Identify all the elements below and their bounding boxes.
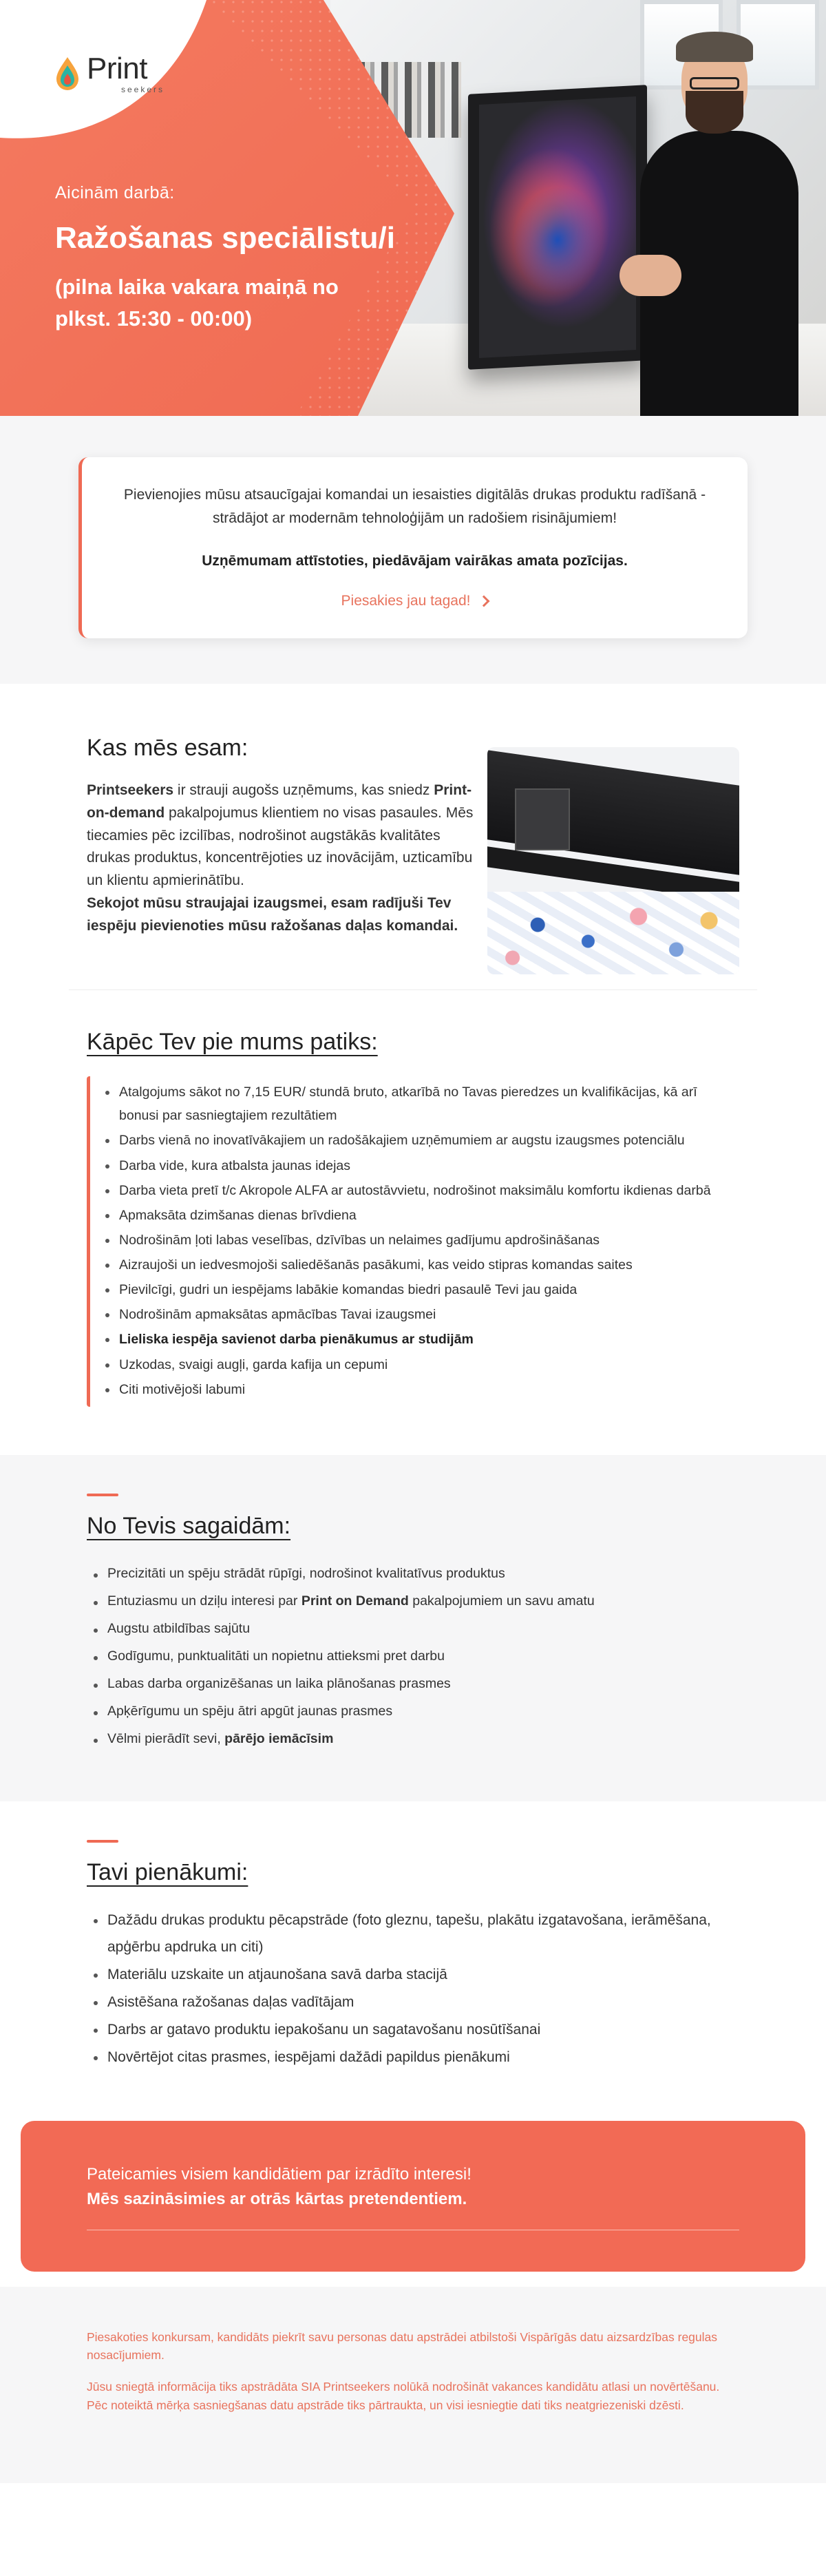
list-item: Apmaksāta dzimšanas dienas brīvdiena: [105, 1204, 739, 1227]
list-item: Godīgumu, punktualitāti un nopietnu attieksmi pret darbu: [94, 1643, 739, 1671]
about-section: [0, 684, 826, 990]
list-item: Asistēšana ražošanas daļas vadītājam: [94, 1989, 739, 2016]
intro-card: [78, 457, 748, 638]
list-item: [94, 1588, 739, 1615]
list-item: Lieliska iespēja savienot darba pienākumus ar studijām: [105, 1328, 739, 1351]
job-title: Ražošanas speciālistu/i: [55, 221, 395, 255]
about-body: [87, 779, 479, 937]
chevron-right-icon: [478, 596, 490, 607]
benefits-title: Kāpēc Tev pie mums patiks:: [87, 1029, 378, 1056]
accent-divider: [87, 1494, 118, 1496]
about-title: Kas mēs esam:: [87, 735, 248, 762]
hero-text: [55, 183, 413, 335]
list-item: Labas darba organizēšanas un laika plānošanas prasmes: [94, 1671, 739, 1698]
drop-logo-icon: [54, 56, 81, 92]
requirements-list: [87, 1560, 739, 1753]
company-name: Printseekers: [87, 782, 174, 799]
list-item: Darbs ar gatavo produktu iepakošanu un sagatavošanu nosūtīšanai: [94, 2016, 739, 2044]
hero-kicker: Aicinām darbā:: [55, 183, 175, 202]
about-highlight: [87, 892, 479, 938]
list-item: Uzkodas, svaigi augļi, garda kafija un cepumi: [105, 1353, 739, 1376]
service-name: Print-on-demand: [87, 782, 472, 821]
accent-divider: [87, 1840, 118, 1843]
list-item: Nodrošinām ļoti labas veselības, dzīvības un nelaimes gadījumu apdrošināšanas: [105, 1228, 739, 1252]
req-bold: pārējo iemācīsim: [224, 1730, 334, 1746]
thanks-banner: [21, 2121, 805, 2272]
about-highlight-text: Sekojot mūsu straujajai izaugsmei, esam radījuši Tev iespēju pievienoties mūsu ražošanas daļas komandai.: [87, 894, 458, 934]
list-item: Darba vieta pretī t/c Akropole ALFA ar autostāvvietu, nodrošinot maksimālu komfortu ikdienas darbā: [105, 1179, 739, 1202]
list-item: [94, 1726, 739, 1753]
list-item: Aizraujoši un iedvesmojoši saliedēšanās pasākumi, kas veido stipras komandas saites: [105, 1253, 739, 1277]
benefits-section: [0, 990, 826, 1455]
list-item: Augstu atbildības sajūtu: [94, 1615, 739, 1643]
apply-now-label: Piesakies jau tagad!: [341, 593, 471, 609]
list-item: Nodrošinām apmaksātas apmācības Tavai izaugsmei: [105, 1303, 739, 1326]
requirements-title: No Tevis sagaidām:: [87, 1512, 291, 1539]
privacy-notice: Jūsu sniegtā informācija tiks apstrādāta SIA Printseekers nolūkā nodrošināt vakances kandidātu atlasi un novērtēšanu. Pēc noteiktā mērķa sasniegšanas datu apstrāde tiks pārtraukta, un visi iesniegtie dati tiks neatgriezeniski dzēsti.: [87, 2380, 720, 2412]
list-item: Precizitāti un spēju strādāt rūpīgi, nodrošinot kvalitatīvus produktus: [94, 1560, 739, 1588]
contact-notice: Mēs sazināsimies ar otrās kārtas pretendentiem.: [87, 2187, 739, 2230]
list-item: Darba vide, kura atbalsta jaunas idejas: [105, 1154, 739, 1177]
duties-list: [87, 1907, 739, 2071]
list-item: Darbs vienā no inovatīvākajiem un radošākajiem uzņēmumiem ar augstu izaugsmes potenciālu: [105, 1129, 739, 1152]
req-text-tail: pakalpojumiem un savu amatu: [408, 1593, 595, 1609]
printseekers-logo[interactable]: [54, 54, 165, 94]
thanks-section: [0, 2108, 826, 2287]
list-item: Materiālu uzskaite un atjaunošana savā darba stacijā: [94, 1961, 739, 1989]
intro-text: Pievienojies mūsu atsaucīgajai komandai un iesaisties digitālās drukas produktu radīšanā - strādājot ar modernām tehnoloģijām un radošiem risinājumiem!: [123, 487, 706, 526]
printer-photo: [487, 747, 739, 974]
benefits-list: [87, 1076, 739, 1407]
about-text-a: ir strauji augošs uzņēmums, kas sniedz: [173, 782, 434, 799]
apply-now-link[interactable]: [341, 593, 489, 609]
shift-line-1: (pilna laika vakara maiņā no: [55, 274, 339, 299]
intro-section: [0, 416, 826, 684]
logo-sub: seekers: [121, 85, 165, 94]
requirements-section: [0, 1455, 826, 1801]
list-item: Atalgojums sākot no 7,15 EUR/ stundā bruto, atkarībā no Tavas pieredzes un kvalifikācijas, kā arī bonusi par sasniegtajiem rezultātiem: [105, 1080, 739, 1127]
consent-notice: Piesakoties konkursam, kandidāts piekrīt savu personas datu apstrādei atbilstoši Vispārīgās datu aizsardzības regulas nosacījumiem.: [87, 2329, 718, 2363]
thanks-message: Pateicamies visiem kandidātiem par izrādīto interesi!: [87, 2164, 472, 2184]
list-item: Apķērīgumu un spēju ātri apgūt jaunas prasmes: [94, 1698, 739, 1726]
legal-section: [0, 2287, 826, 2483]
list-item: Pievilcīgi, gudri un iespējams labākie komandas biedri pasaulē Tevi jau gaida: [105, 1278, 739, 1301]
about-paragraph: [87, 779, 479, 892]
shift-line-2: plkst. 15:30 - 00:00): [55, 306, 253, 331]
list-item: Citi motivējoši labumi: [105, 1378, 739, 1401]
duties-section: [0, 1801, 826, 2108]
shift-info: [55, 271, 413, 335]
list-item: Novērtējot citas prasmes, iespējami dažādi papildus pienākumi: [94, 2044, 739, 2071]
logo-word: Print: [87, 52, 147, 85]
about-text-b: pakalpojumus klientiem no visas pasaules. Mēs tiecamies pēc izcilības, nodrošinot augstākās kvalitātes drukas produktus, koncentrējoties uz inovācijām, uzticamību un klientu apmierinātību.: [87, 804, 474, 889]
req-text: Entuziasmu un dziļu interesi par: [107, 1593, 301, 1609]
req-bold: Print on Demand: [301, 1593, 409, 1609]
list-item: Dažādu drukas produktu pēcapstrāde (foto gleznu, tapešu, plakātu izgatavošana, ierāmēšana, apģērbu apdruka un citi): [94, 1907, 739, 1962]
intro-highlight: Uzņēmumam attīstoties, piedāvājam vairākas amata pozīcijas.: [202, 553, 628, 569]
hero-banner: [0, 0, 826, 416]
req-text: Vēlmi pierādīt sevi,: [107, 1730, 225, 1746]
duties-title: Tavi pienākumi:: [87, 1858, 248, 1885]
